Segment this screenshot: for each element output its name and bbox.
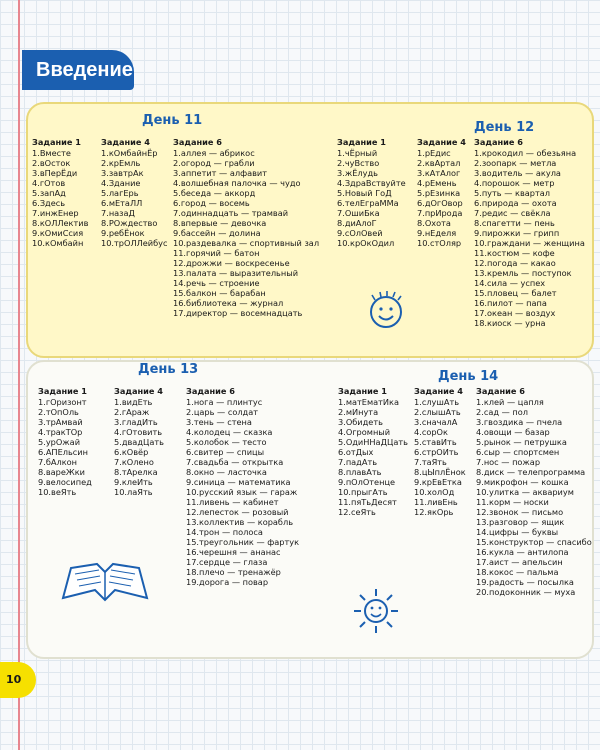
list-item: 7.кОлено bbox=[114, 457, 154, 467]
list-item: 8.Охота bbox=[417, 218, 451, 228]
task-column bbox=[417, 137, 466, 248]
list-item: 7.нос — пожар bbox=[476, 457, 541, 467]
list-item: 16.черешня — ананас bbox=[186, 547, 281, 557]
task-title: Задание 6 bbox=[474, 137, 523, 147]
day-title: День 12 bbox=[474, 120, 535, 135]
list-item: 7.ОшиБка bbox=[337, 208, 380, 218]
list-item: 11.горячий — батон bbox=[173, 248, 260, 258]
list-item: 2.тОпОль bbox=[38, 407, 79, 417]
open-book-icon bbox=[55, 560, 155, 610]
list-item: 4.Огромный bbox=[338, 427, 391, 437]
list-item: 20.подоконник — муха bbox=[476, 587, 576, 597]
list-item: 4.гОтовить bbox=[114, 427, 163, 437]
list-item: 7.таЯть bbox=[414, 457, 447, 467]
task-title: Задание 1 bbox=[338, 386, 387, 396]
list-item: 7.прИрода bbox=[417, 208, 463, 218]
list-item: 8.впервые — девочка bbox=[173, 218, 267, 228]
list-item: 6.кОвёр bbox=[114, 447, 149, 457]
list-item: 3.вПерЁди bbox=[32, 168, 78, 178]
list-item: 10.веЯть bbox=[38, 487, 77, 497]
smiley-face-icon bbox=[358, 290, 414, 332]
task-title: Задание 4 bbox=[417, 137, 466, 147]
list-item: 18.киоск — урна bbox=[474, 318, 546, 328]
list-item: 7.редис — свёкла bbox=[474, 208, 551, 218]
list-item: 12.звонок — письмо bbox=[476, 507, 564, 517]
list-item: 8.плавАть bbox=[338, 467, 382, 477]
task-list bbox=[414, 397, 466, 517]
list-item: 6.город — восемь bbox=[173, 198, 250, 208]
task-title: Задание 4 bbox=[114, 386, 163, 396]
list-item: 12.погода — какао bbox=[474, 258, 556, 268]
task-title: Задание 6 bbox=[476, 386, 525, 396]
list-item: 16.пилот — папа bbox=[474, 298, 547, 308]
list-item: 5.колобок — тесто bbox=[186, 437, 267, 447]
list-item: 3.сначалА bbox=[414, 417, 458, 427]
list-item: 1.рЕдис bbox=[417, 148, 451, 158]
list-item: 6.свитер — спицы bbox=[186, 447, 265, 457]
list-item: 3.аппетит — алфавит bbox=[173, 168, 268, 178]
list-item: 9.клеИть bbox=[114, 477, 153, 487]
list-item: 2.гАраж bbox=[114, 407, 150, 417]
list-item: 5.Новый ГоД bbox=[337, 188, 392, 198]
list-item: 1.Вместе bbox=[32, 148, 71, 158]
list-item: 8.спагетти — пень bbox=[474, 218, 555, 228]
list-item: 3.водитель — акула bbox=[474, 168, 561, 178]
list-item: 2.крЕмль bbox=[101, 158, 141, 168]
list-item: 4.тракТОр bbox=[38, 427, 83, 437]
list-item: 6.телЕграММа bbox=[337, 198, 399, 208]
list-item: 1.слушАть bbox=[414, 397, 460, 407]
list-item: 5.беседа — аккорд bbox=[173, 188, 256, 198]
list-item: 11.корм — носки bbox=[476, 497, 549, 507]
day-title: День 14 bbox=[438, 369, 499, 384]
list-item: 13.разговор — ящик bbox=[476, 517, 565, 527]
list-item: 1.нога — плинтус bbox=[186, 397, 263, 407]
list-item: 17.аист — апельсин bbox=[476, 557, 563, 567]
list-item: 9.пирожки — грипп bbox=[474, 228, 560, 238]
list-item: 13.палата — выразительный bbox=[173, 268, 299, 278]
task-title: Задание 4 bbox=[101, 137, 150, 147]
list-item: 15.балкон — барабан bbox=[173, 288, 266, 298]
list-item: 2.квАртал bbox=[417, 158, 461, 168]
list-item: 12.лепесток — розовый bbox=[186, 507, 289, 517]
list-item: 1.матЕматИка bbox=[338, 397, 399, 407]
list-item: 7.инжЕнер bbox=[32, 208, 79, 218]
list-item: 10.крОкОдил bbox=[337, 238, 395, 248]
list-item: 5.ставИть bbox=[414, 437, 457, 447]
task-list bbox=[38, 397, 92, 497]
list-item: 4.сорОк bbox=[414, 427, 448, 437]
task-list bbox=[476, 397, 592, 597]
list-item: 8.диАлоГ bbox=[337, 218, 377, 228]
list-item: 1.видЕть bbox=[114, 397, 153, 407]
list-item: 6.сыр — спортсмен bbox=[476, 447, 560, 457]
list-item: 18.плечо — тренажёр bbox=[186, 567, 281, 577]
page-number: 10 bbox=[0, 662, 36, 698]
list-item: 7.назаД bbox=[101, 208, 135, 218]
list-item: 11.ливЕнь bbox=[414, 497, 458, 507]
list-item: 1.кОмбайнЁр bbox=[101, 148, 158, 158]
task-list bbox=[338, 397, 408, 517]
list-item: 2.слышАть bbox=[414, 407, 461, 417]
list-item: 10.стОляр bbox=[417, 238, 462, 248]
list-item: 6.мЕтаЛЛ bbox=[101, 198, 143, 208]
list-item: 9.ребЁнок bbox=[101, 228, 145, 238]
list-item: 10.раздевалка — спортивный зал bbox=[173, 238, 320, 248]
list-item: 4.овощи — базар bbox=[476, 427, 550, 437]
task-list bbox=[417, 148, 466, 248]
list-item: 10.русский язык — гараж bbox=[186, 487, 298, 497]
list-item: 4.гОтов bbox=[32, 178, 66, 188]
list-item: 11.ливень — кабинет bbox=[186, 497, 279, 507]
list-item: 2.чуВство bbox=[337, 158, 380, 168]
list-item: 6.Здесь bbox=[32, 198, 66, 208]
list-item: 7.одиннадцать — трамвай bbox=[173, 208, 289, 218]
list-item: 7.бАлкон bbox=[38, 457, 78, 467]
list-item: 10.прыгАть bbox=[338, 487, 388, 497]
list-item: 9.крЕвЕтка bbox=[414, 477, 462, 487]
list-item: 3.завтрАк bbox=[101, 168, 144, 178]
page-title: Введение bbox=[22, 50, 134, 90]
list-item: 7.свадьба — открытка bbox=[186, 457, 284, 467]
task-title: Задание 6 bbox=[186, 386, 235, 396]
list-item: 4.колодец — сказка bbox=[186, 427, 273, 437]
list-item: 9.нЕделя bbox=[417, 228, 457, 238]
list-item: 8.цЫплЁнок bbox=[414, 467, 466, 477]
list-item: 2.мИнута bbox=[338, 407, 379, 417]
margin-line bbox=[18, 0, 20, 750]
task-title: Задание 6 bbox=[173, 137, 222, 147]
list-item: 2.вОсток bbox=[32, 158, 71, 168]
task-list bbox=[32, 148, 88, 248]
list-item: 9.синица — математика bbox=[186, 477, 291, 487]
list-item: 10.холОд bbox=[414, 487, 455, 497]
task-column bbox=[414, 386, 466, 517]
list-item: 16.библиотека — журнал bbox=[173, 298, 284, 308]
list-item: 13.коллектив — корабль bbox=[186, 517, 294, 527]
list-item: 5.двадЦать bbox=[114, 437, 164, 447]
list-item: 6.природа — охота bbox=[474, 198, 557, 208]
task-list bbox=[186, 397, 299, 587]
task-column bbox=[474, 137, 585, 328]
task-column bbox=[114, 386, 164, 497]
list-item: 19.дорога — повар bbox=[186, 577, 269, 587]
list-item: 3.кАтАлог bbox=[417, 168, 461, 178]
list-item: 5.урОжай bbox=[38, 437, 81, 447]
task-column bbox=[476, 386, 592, 597]
task-title: Задание 1 bbox=[38, 386, 87, 396]
list-item: 14.сила — успех bbox=[474, 278, 546, 288]
task-list bbox=[114, 397, 164, 497]
list-item: 18.кокос — пальма bbox=[476, 567, 559, 577]
task-list bbox=[474, 148, 585, 328]
list-item: 1.чЁрный bbox=[337, 148, 378, 158]
list-item: 4.ЗдраВствуйте bbox=[337, 178, 406, 188]
task-column bbox=[186, 386, 299, 587]
list-item: 10.кОмбайн bbox=[32, 238, 84, 248]
list-item: 9.велосипед bbox=[38, 477, 92, 487]
list-item: 12.сеЯть bbox=[338, 507, 376, 517]
task-column bbox=[338, 386, 408, 517]
task-title: Задание 4 bbox=[414, 386, 463, 396]
list-item: 5.лагЕрь bbox=[101, 188, 139, 198]
list-item: 4.рЕмень bbox=[417, 178, 457, 188]
list-item: 1.крокодил — обезьяна bbox=[474, 148, 577, 158]
list-item: 5.рынок — петрушка bbox=[476, 437, 567, 447]
list-item: 9.сОлОвей bbox=[337, 228, 383, 238]
list-item: 12.якОрь bbox=[414, 507, 454, 517]
task-column bbox=[101, 137, 168, 248]
sun-icon bbox=[350, 586, 402, 634]
list-item: 3.Обидеть bbox=[338, 417, 383, 427]
list-item: 4.волшебная палочка — чудо bbox=[173, 178, 301, 188]
list-item: 2.царь — солдат bbox=[186, 407, 259, 417]
task-title: Задание 1 bbox=[337, 137, 386, 147]
list-item: 1.аллея — абрикос bbox=[173, 148, 255, 158]
task-column bbox=[337, 137, 406, 248]
list-item: 8.вареЖки bbox=[38, 467, 85, 477]
list-item: 5.путь — квартал bbox=[474, 188, 551, 198]
list-item: 6.АПЕльсин bbox=[38, 447, 88, 457]
list-item: 9.пОлОтенце bbox=[338, 477, 396, 487]
list-item: 14.речь — строение bbox=[173, 278, 260, 288]
list-item: 2.зоопарк — метла bbox=[474, 158, 557, 168]
task-column bbox=[38, 386, 92, 497]
task-column bbox=[173, 137, 319, 318]
list-item: 15.конструктор — спасибо bbox=[476, 537, 592, 547]
list-item: 17.океан — воздух bbox=[474, 308, 556, 318]
list-item: 8.диск — телепрограмма bbox=[476, 467, 586, 477]
task-column bbox=[32, 137, 88, 248]
list-item: 8.окно — ласточка bbox=[186, 467, 267, 477]
list-item: 2.огород — грабли bbox=[173, 158, 255, 168]
list-item: 3.тень — стена bbox=[186, 417, 252, 427]
list-item: 8.РОждество bbox=[101, 218, 158, 228]
list-item: 7.падАть bbox=[338, 457, 378, 467]
list-item: 11.пяТьДесят bbox=[338, 497, 397, 507]
day-title: День 13 bbox=[138, 362, 199, 377]
list-item: 17.директор — восемнадцать bbox=[173, 308, 303, 318]
list-item: 5.рЕзинка bbox=[417, 188, 461, 198]
task-list bbox=[173, 148, 319, 318]
list-item: 13.кремль — поступок bbox=[474, 268, 572, 278]
list-item: 16.кукла — антилопа bbox=[476, 547, 569, 557]
list-item: 12.дрожжи — воскресенье bbox=[173, 258, 290, 268]
list-item: 3.гладИть bbox=[114, 417, 158, 427]
list-item: 3.трАмвай bbox=[38, 417, 83, 427]
list-item: 5.ОдиННаДЦать bbox=[338, 437, 408, 447]
day-title: День 11 bbox=[142, 113, 203, 128]
task-list bbox=[337, 148, 406, 248]
list-item: 17.сердце — глаза bbox=[186, 557, 268, 567]
list-item: 1.клей — цапля bbox=[476, 397, 544, 407]
list-item: 8.кОЛЛектив bbox=[32, 218, 89, 228]
list-item: 9.кОмиСсия bbox=[32, 228, 84, 238]
list-item: 15.треугольник — фартук bbox=[186, 537, 300, 547]
list-item: 4.порошок — метр bbox=[474, 178, 555, 188]
list-item: 3.жЁлудь bbox=[337, 168, 378, 178]
list-item: 6.отДых bbox=[338, 447, 374, 457]
task-list bbox=[101, 148, 168, 248]
list-item: 19.радость — посылка bbox=[476, 577, 574, 587]
list-item: 10.улитка — аквариум bbox=[476, 487, 574, 497]
task-title: Задание 1 bbox=[32, 137, 81, 147]
list-item: 10.граждани — женщина bbox=[474, 238, 585, 248]
list-item: 3.гвоздика — пчела bbox=[476, 417, 563, 427]
list-item: 6.дОгОвор bbox=[417, 198, 463, 208]
list-item: 6.стрОИть bbox=[414, 447, 459, 457]
list-item: 10.лаЯть bbox=[114, 487, 153, 497]
list-item: 9.бассейн — долина bbox=[173, 228, 261, 238]
list-item: 15.пловец — балет bbox=[474, 288, 557, 298]
list-item: 2.сад — пол bbox=[476, 407, 528, 417]
list-item: 14.цифры — буквы bbox=[476, 527, 559, 537]
list-item: 1.гОризонт bbox=[38, 397, 87, 407]
list-item: 4.Здание bbox=[101, 178, 141, 188]
list-item: 5.запАд bbox=[32, 188, 66, 198]
list-item: 11.костюм — кофе bbox=[474, 248, 555, 258]
list-item: 9.микрофон — кошка bbox=[476, 477, 569, 487]
list-item: 8.тАрелка bbox=[114, 467, 158, 477]
list-item: 14.трон — полоса bbox=[186, 527, 263, 537]
list-item: 10.трОЛЛейбус bbox=[101, 238, 168, 248]
